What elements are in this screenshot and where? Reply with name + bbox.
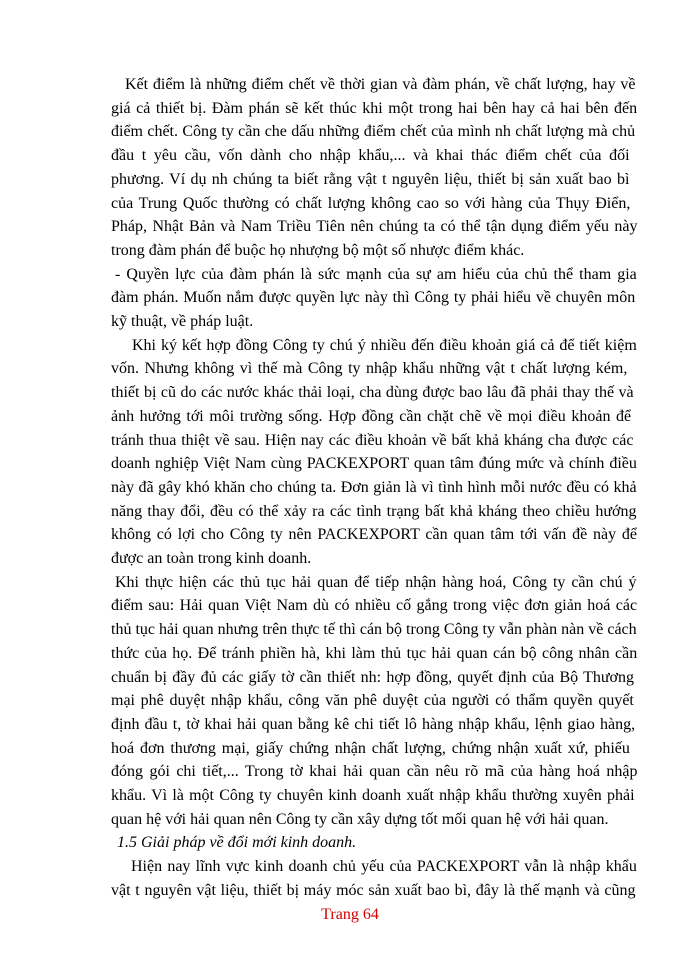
text-line: trong đàm phán để buộc họ nhượng bộ một số nhược điểm khác. bbox=[111, 241, 525, 259]
page-number: Trang 64 bbox=[321, 906, 379, 923]
text-line: vốn. Nhưng không vì thế mà Công ty nhập khẩu những vật t chất lượng kém, bbox=[111, 360, 628, 378]
text-line: không có lợi cho Công ty nên PACKEXPORT cần quan tâm tới vấn đề này để bbox=[111, 526, 638, 544]
text-line: đóng gói chi tiết,... Trong tờ khai hải quan cần nêu rõ mã của hàng hoá nhập bbox=[111, 763, 638, 781]
text-line: mại phê duyệt nhập khẩu, công văn phê duyệt của người có thẩm quyền quyết bbox=[111, 692, 634, 710]
text-line: Hiện nay lĩnh vực kinh doanh chủ yếu của PACKEXPORT vẫn là nhập khẩu bbox=[131, 858, 637, 876]
text-line: quan hệ với hải quan nên Công ty cần xây dựng tốt mối quan hệ với hải quan. bbox=[111, 810, 609, 828]
text-line: thiết bị cũ do các nước khác thải loại, cha dùng được bao lâu đã phải thay thế và bbox=[111, 384, 634, 402]
text-line: Khi thực hiện các thủ tục hải quan để tiếp nhận hàng hoá, Công ty cần chú ý bbox=[115, 573, 637, 591]
text-line: hoá đơn thương mại, giấy chứng nhận chất lượng, chứng nhận xuất xứ, phiếu bbox=[111, 739, 630, 757]
text-line: của Trung Quốc thường có chất lượng không cao so với hàng của Thụy Điển, bbox=[111, 194, 631, 212]
text-line: năng thay đổi, đều có thể xảy ra các tình trạng bất khả kháng theo chiều hướng bbox=[111, 502, 637, 520]
text-line: đầu t yêu cầu, vốn dành cho nhập khẩu,... và khai thác điểm chết của đối bbox=[111, 147, 630, 165]
text-line: kỹ thuật, về pháp luật. bbox=[111, 313, 254, 330]
text-line: đàm phán. Muốn nắm được quyền lực này thì Công ty phải hiểu về chuyên môn bbox=[111, 289, 636, 307]
text-line: tránh thua thiệt về sau. Hiện nay các điều khoản về bất khả kháng cha được các bbox=[111, 431, 634, 449]
text-line: khẩu. Vì là một Công ty chuyên kinh doanh xuất nhập khẩu thường xuyên phải bbox=[111, 787, 635, 804]
text-line: điểm chết. Công ty cần che dấu những điểm chết của mình nh chất lượng mà chủ bbox=[111, 123, 636, 141]
text-line: doanh nghiệp Việt Nam cùng PACKEXPORT quan tâm đúng mức và chính điều bbox=[111, 455, 637, 473]
text-line: Kết điểm là những điểm chết về thời gian và đàm phán, về chất lượng, hay về bbox=[125, 76, 636, 93]
text-line: Khi ký kết hợp đồng Công ty chú ý nhiều đến điều khoản giá cả để tiết kiệm bbox=[132, 336, 637, 354]
text-line: vật t nguyên vật liệu, thiết bị máy móc sản xuất bao bì, đây là thế mạnh và cũng bbox=[111, 881, 636, 899]
text-line: - Quyền lực của đàm phán là sức mạnh của sự am hiểu của chủ thể tham gia bbox=[115, 265, 637, 283]
text-line: giá cả thiết bị. Đàm phán sẽ kết thúc khi một trong hai bên hay cả hai bên đến bbox=[111, 99, 638, 117]
section-heading: 1.5 Giải pháp về đổi mới kinh doanh. bbox=[117, 834, 357, 852]
text-line: Pháp, Nhật Bản và Nam Triều Tiên nên chúng ta có thể tận dụng điểm yếu này bbox=[111, 218, 638, 236]
text-line: được an toàn trong kinh doanh. bbox=[111, 550, 312, 567]
text-line: định đầu t, tờ khai hải quan bằng kê chi tiết lô hàng nhập khẩu, lệnh giao hàng, bbox=[111, 715, 636, 733]
text-line: thủ tục hải quan nhưng trên thực tế thì cán bộ trong Công ty vẫn phàn nàn về cách bbox=[111, 621, 637, 639]
text-line: thức của họ. Để tránh phiền hà, khi làm thủ tục hải quan cán bộ công nhân cần bbox=[111, 644, 638, 662]
text-line: phương. Ví dụ nh chúng ta biết rằng vật t nguyên liệu, thiết bị sản xuất bao bì bbox=[111, 170, 630, 188]
text-line: điểm sau: Hải quan Việt Nam dù có nhiều cố gắng trong việc đơn giản hoá các bbox=[111, 597, 638, 615]
text-line: này đã gây khó khăn cho chúng ta. Đơn giản là vì tình hình mỗi nước đều có khả bbox=[111, 478, 637, 496]
text-line: ảnh hưởng tới môi trường sống. Hợp đồng cần chặt chẽ về mọi điều khoản để bbox=[111, 407, 632, 425]
text-line: chuẩn bị đầy đủ các giấy tờ cần thiết nh: hợp đồng, quyết định của Bộ Thương bbox=[111, 668, 635, 686]
